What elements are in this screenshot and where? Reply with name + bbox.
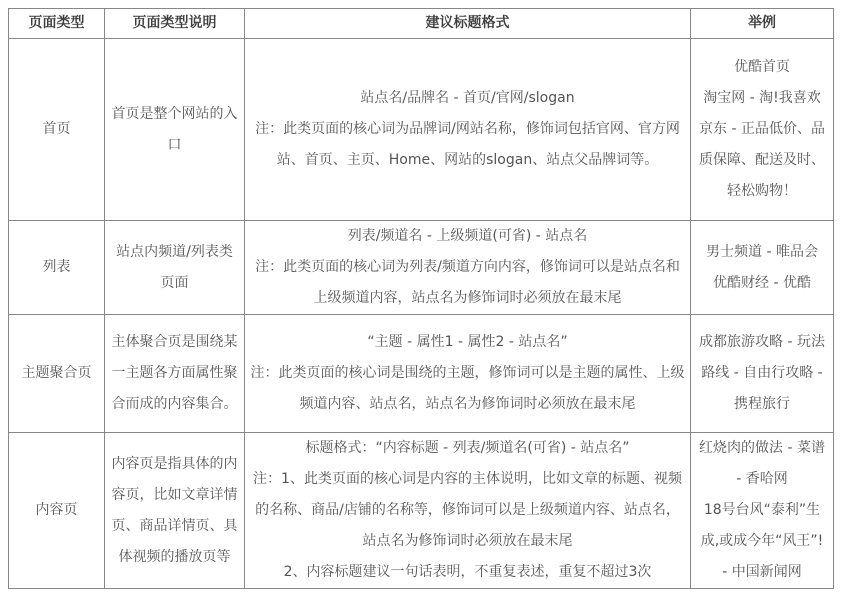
format-line: 站点名/品牌名 - 首页/官网/slogan (360, 90, 575, 106)
format-line: 标题格式：“内容标题 - 列表/频道名(可省) - 站点名” (305, 440, 630, 456)
cell-page-type: 列表 (9, 221, 105, 315)
cell-page-type-description: 主体聚合页是围绕某一主题各方面属性聚合而成的内容集合。 (105, 315, 245, 433)
column-header-examples: 举例 (691, 9, 834, 39)
column-header-suggested-title-format: 建议标题格式 (245, 9, 691, 39)
format-note: 注：此类页面的核心词是围绕的主题，修饰词可以是主题的属性、上级频道内容、站点名，站点名为修饰词时必须放在最末尾 (250, 365, 685, 412)
example-item: 优酷首页 (734, 59, 790, 75)
cell-page-type: 首页 (9, 39, 105, 221)
format-note: 注：此类页面的核心词为品牌词/网站名称，修饰词包括官网、官方网站、首页、主页、Home、网站的slogan、站点父品牌词等。 (255, 121, 680, 168)
format-note: 注：此类页面的核心词为列表/频道方向内容，修饰词可以是站点名和上级频道内容，站点名为修饰词时必须放在最末尾 (255, 259, 680, 306)
cell-page-type: 内容页 (9, 433, 105, 589)
format-note: 注：1、此类页面的核心词是内容的主体说明，比如文章的标题、视频的名称、商品/店铺的名称等，修饰词可以是上级频道内容、站点名，站点名为修饰词时必须放在最末尾 (253, 471, 682, 549)
format-line: 列表/频道名 - 上级频道(可省) - 站点名 (347, 228, 588, 244)
cell-examples (691, 433, 834, 589)
example-item: 男士频道 - 唯品会 (706, 243, 818, 260)
cell-title-format (245, 433, 691, 589)
cell-title-format (245, 315, 691, 433)
example-item: 淘宝网 - 淘!我喜欢 (703, 90, 821, 106)
table-row-content-page (9, 433, 834, 589)
example-item: 成都旅游攻略 - 玩法路线 - 自由行攻略 - 携程旅行 (699, 334, 825, 412)
table-row-topic-aggregation-page (9, 315, 834, 433)
cell-page-type-description: 内容页是指具体的内容页，比如文章详情页、商品详情页、具体视频的播放页等 (105, 433, 245, 589)
cell-page-type-description: 站点内频道/列表类页面 (105, 221, 245, 315)
cell-examples (691, 39, 834, 221)
cell-title-format (245, 221, 691, 315)
example-item: 18号台风“泰利”生成,或成今年“风王”! - 中国新闻网 (700, 502, 824, 580)
cell-examples (691, 221, 834, 315)
cell-title-format (245, 39, 691, 221)
cell-page-type-description: 首页是整个网站的入口 (105, 39, 245, 221)
format-line: “主题 - 属性1 - 属性2 - 站点名” (367, 334, 568, 350)
cell-examples (691, 315, 834, 433)
example-item: 红烧肉的做法 - 菜谱 - 香哈网 (699, 440, 825, 487)
example-item: 京东 - 正品低价、品质保障、配送及时、轻松购物！ (699, 121, 825, 199)
title-format-guidelines-table (8, 8, 834, 589)
column-header-page-type: 页面类型 (9, 9, 105, 39)
cell-page-type: 主题聚合页 (9, 315, 105, 433)
column-header-page-type-description: 页面类型说明 (105, 9, 245, 39)
format-note: 2、内容标题建议一句话表明，不重复表述，重复不超过3次 (283, 564, 652, 580)
table-row-list-page (9, 221, 834, 315)
header-row (9, 9, 834, 39)
table-row-homepage (9, 39, 834, 221)
example-item: 优酷财经 - 优酷 (713, 274, 811, 291)
